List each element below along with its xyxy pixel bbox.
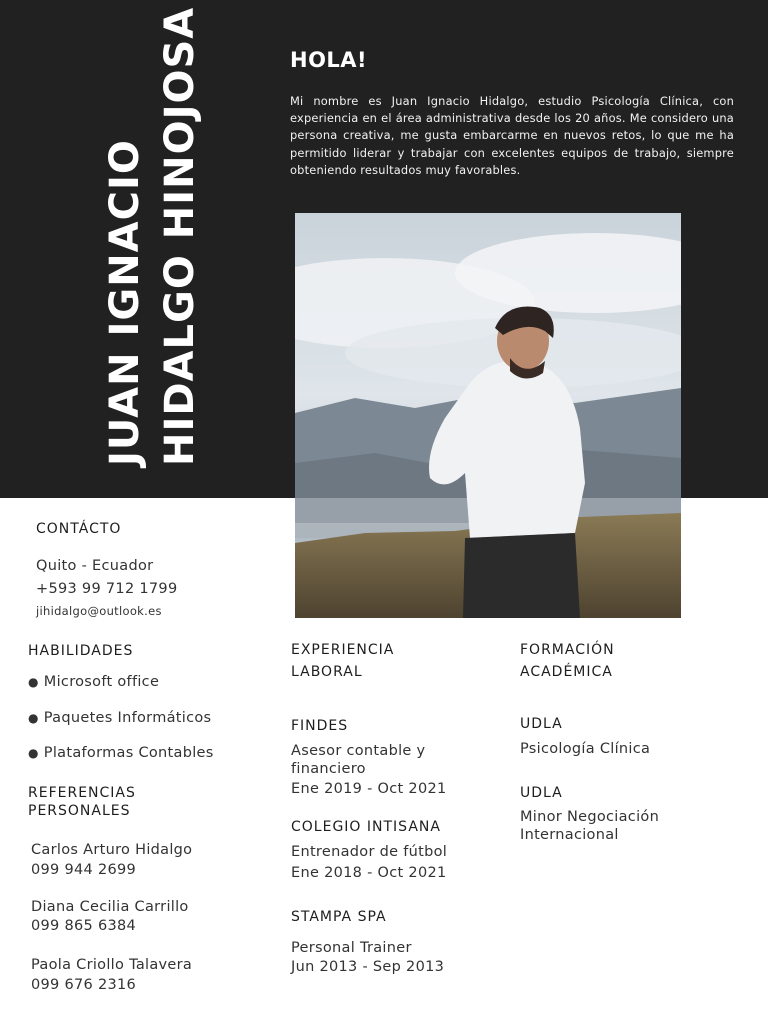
education-institution: UDLA bbox=[520, 716, 563, 732]
job-role: Entrenador de fútbol bbox=[291, 844, 448, 860]
education-heading-line2: ACADÉMICA bbox=[520, 664, 613, 680]
greeting-heading: HOLA! bbox=[290, 48, 368, 72]
reference-phone: 099 865 6384 bbox=[31, 918, 137, 934]
profile-photo bbox=[295, 213, 681, 618]
job-company: COLEGIO INTISANA bbox=[291, 819, 441, 835]
experience-heading-line2: LABORAL bbox=[291, 664, 363, 680]
name-first-line: JUAN IGNACIO bbox=[102, 139, 148, 466]
skills-heading: HABILIDADES bbox=[28, 643, 134, 659]
bullet-icon: ● bbox=[28, 675, 39, 689]
job-role: Personal Trainer bbox=[291, 940, 412, 956]
skill-item: ● Paquetes Informáticos bbox=[28, 710, 212, 726]
job-company: FINDES bbox=[291, 718, 349, 734]
bullet-icon: ● bbox=[28, 711, 39, 725]
skill-item: ● Plataformas Contables bbox=[28, 745, 214, 761]
reference-phone: 099 944 2699 bbox=[31, 862, 137, 878]
reference-name: Carlos Arturo Hidalgo bbox=[31, 842, 193, 858]
education-program: Minor Negociación bbox=[520, 809, 660, 825]
education-institution: UDLA bbox=[520, 785, 563, 801]
references-heading-line1: REFERENCIAS bbox=[28, 785, 136, 801]
contact-phone: +593 99 712 1799 bbox=[36, 581, 178, 597]
job-dates: Jun 2013 - Sep 2013 bbox=[291, 959, 445, 975]
job-role-continued: financiero bbox=[291, 761, 366, 777]
education-heading-line1: FORMACIÓN bbox=[520, 642, 615, 658]
reference-phone: 099 676 2316 bbox=[31, 977, 137, 993]
education-program-continued: Internacional bbox=[520, 827, 619, 843]
job-dates: Ene 2018 - Oct 2021 bbox=[291, 865, 447, 881]
skill-item: ● Microsoft office bbox=[28, 674, 160, 690]
reference-name: Paola Criollo Talavera bbox=[31, 957, 193, 973]
job-dates: Ene 2019 - Oct 2021 bbox=[291, 781, 447, 797]
reference-name: Diana Cecilia Carrillo bbox=[31, 899, 189, 915]
contact-email: jihidalgo@outlook.es bbox=[36, 604, 162, 618]
job-company: STAMPA SPA bbox=[291, 909, 387, 925]
intro-paragraph: Mi nombre es Juan Ignacio Hidalgo, estudio Psicología Clínica, con experiencia en el área administrativa desde los 20 años. Me considero una persona creativa, me gusta embarcarme en nuevos retos, lo que me ha permitido liderar y trabajar con excelentes equipos de trabajo, siempre obteniendo resultados muy favorables. bbox=[290, 94, 734, 177]
bullet-icon: ● bbox=[28, 746, 39, 760]
name-second-line: HIDALGO HINOJOSA bbox=[157, 6, 203, 466]
education-program: Psicología Clínica bbox=[520, 741, 651, 757]
experience-heading-line1: EXPERIENCIA bbox=[291, 642, 395, 658]
contact-location: Quito - Ecuador bbox=[36, 558, 154, 574]
contact-heading: CONTÁCTO bbox=[36, 521, 122, 537]
references-heading-line2: PERSONALES bbox=[28, 803, 131, 819]
job-role: Asesor contable y bbox=[291, 743, 426, 759]
